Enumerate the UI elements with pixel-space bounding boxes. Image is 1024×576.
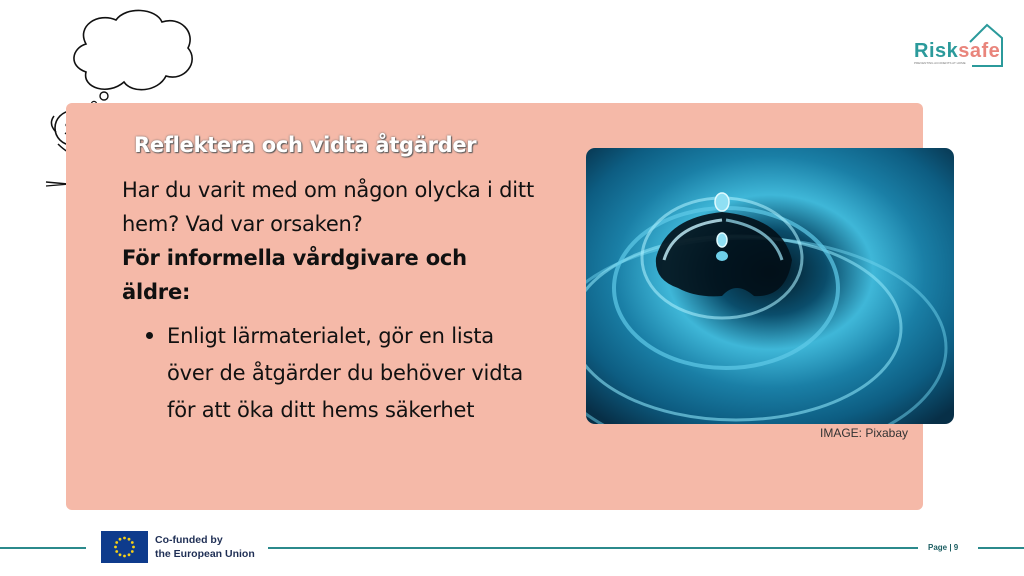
eu-label-line1: Co-funded by [155,534,223,546]
water-drop-photo [586,148,954,424]
bullet-item [146,318,546,429]
footer-divider-right [978,547,1024,549]
eu-label-line2: the European Union [155,548,255,560]
audience-heading: För informella vårdgivare och äldre: [122,246,467,304]
footer-divider-middle [268,547,918,549]
footer-divider-left [0,547,86,549]
question-text [122,173,542,309]
image-credit: IMAGE: Pixabay [820,426,909,440]
eu-cofunded-label [155,533,255,561]
logo-wordmark: Risksafe [914,40,1001,62]
bullet-dot-icon [146,332,153,339]
eu-flag-icon [101,531,148,563]
risksafe-logo [912,20,1012,70]
thought-cloud-icon [74,10,192,89]
slide-title: Reflektera och vidta åtgärder [134,133,477,157]
logo-tagline: PREVENTING ACCIDENTS AT HOME [914,61,966,65]
question-line: Har du varit med om någon olycka i ditt hem? Vad var orsaken? [122,178,534,236]
bullet-text: Enligt lärmaterialet, gör en lista över de åtgärder du behöver vidta för att öka ditt hems säkerhet [167,324,524,422]
page-number: Page | 9 [928,543,959,552]
